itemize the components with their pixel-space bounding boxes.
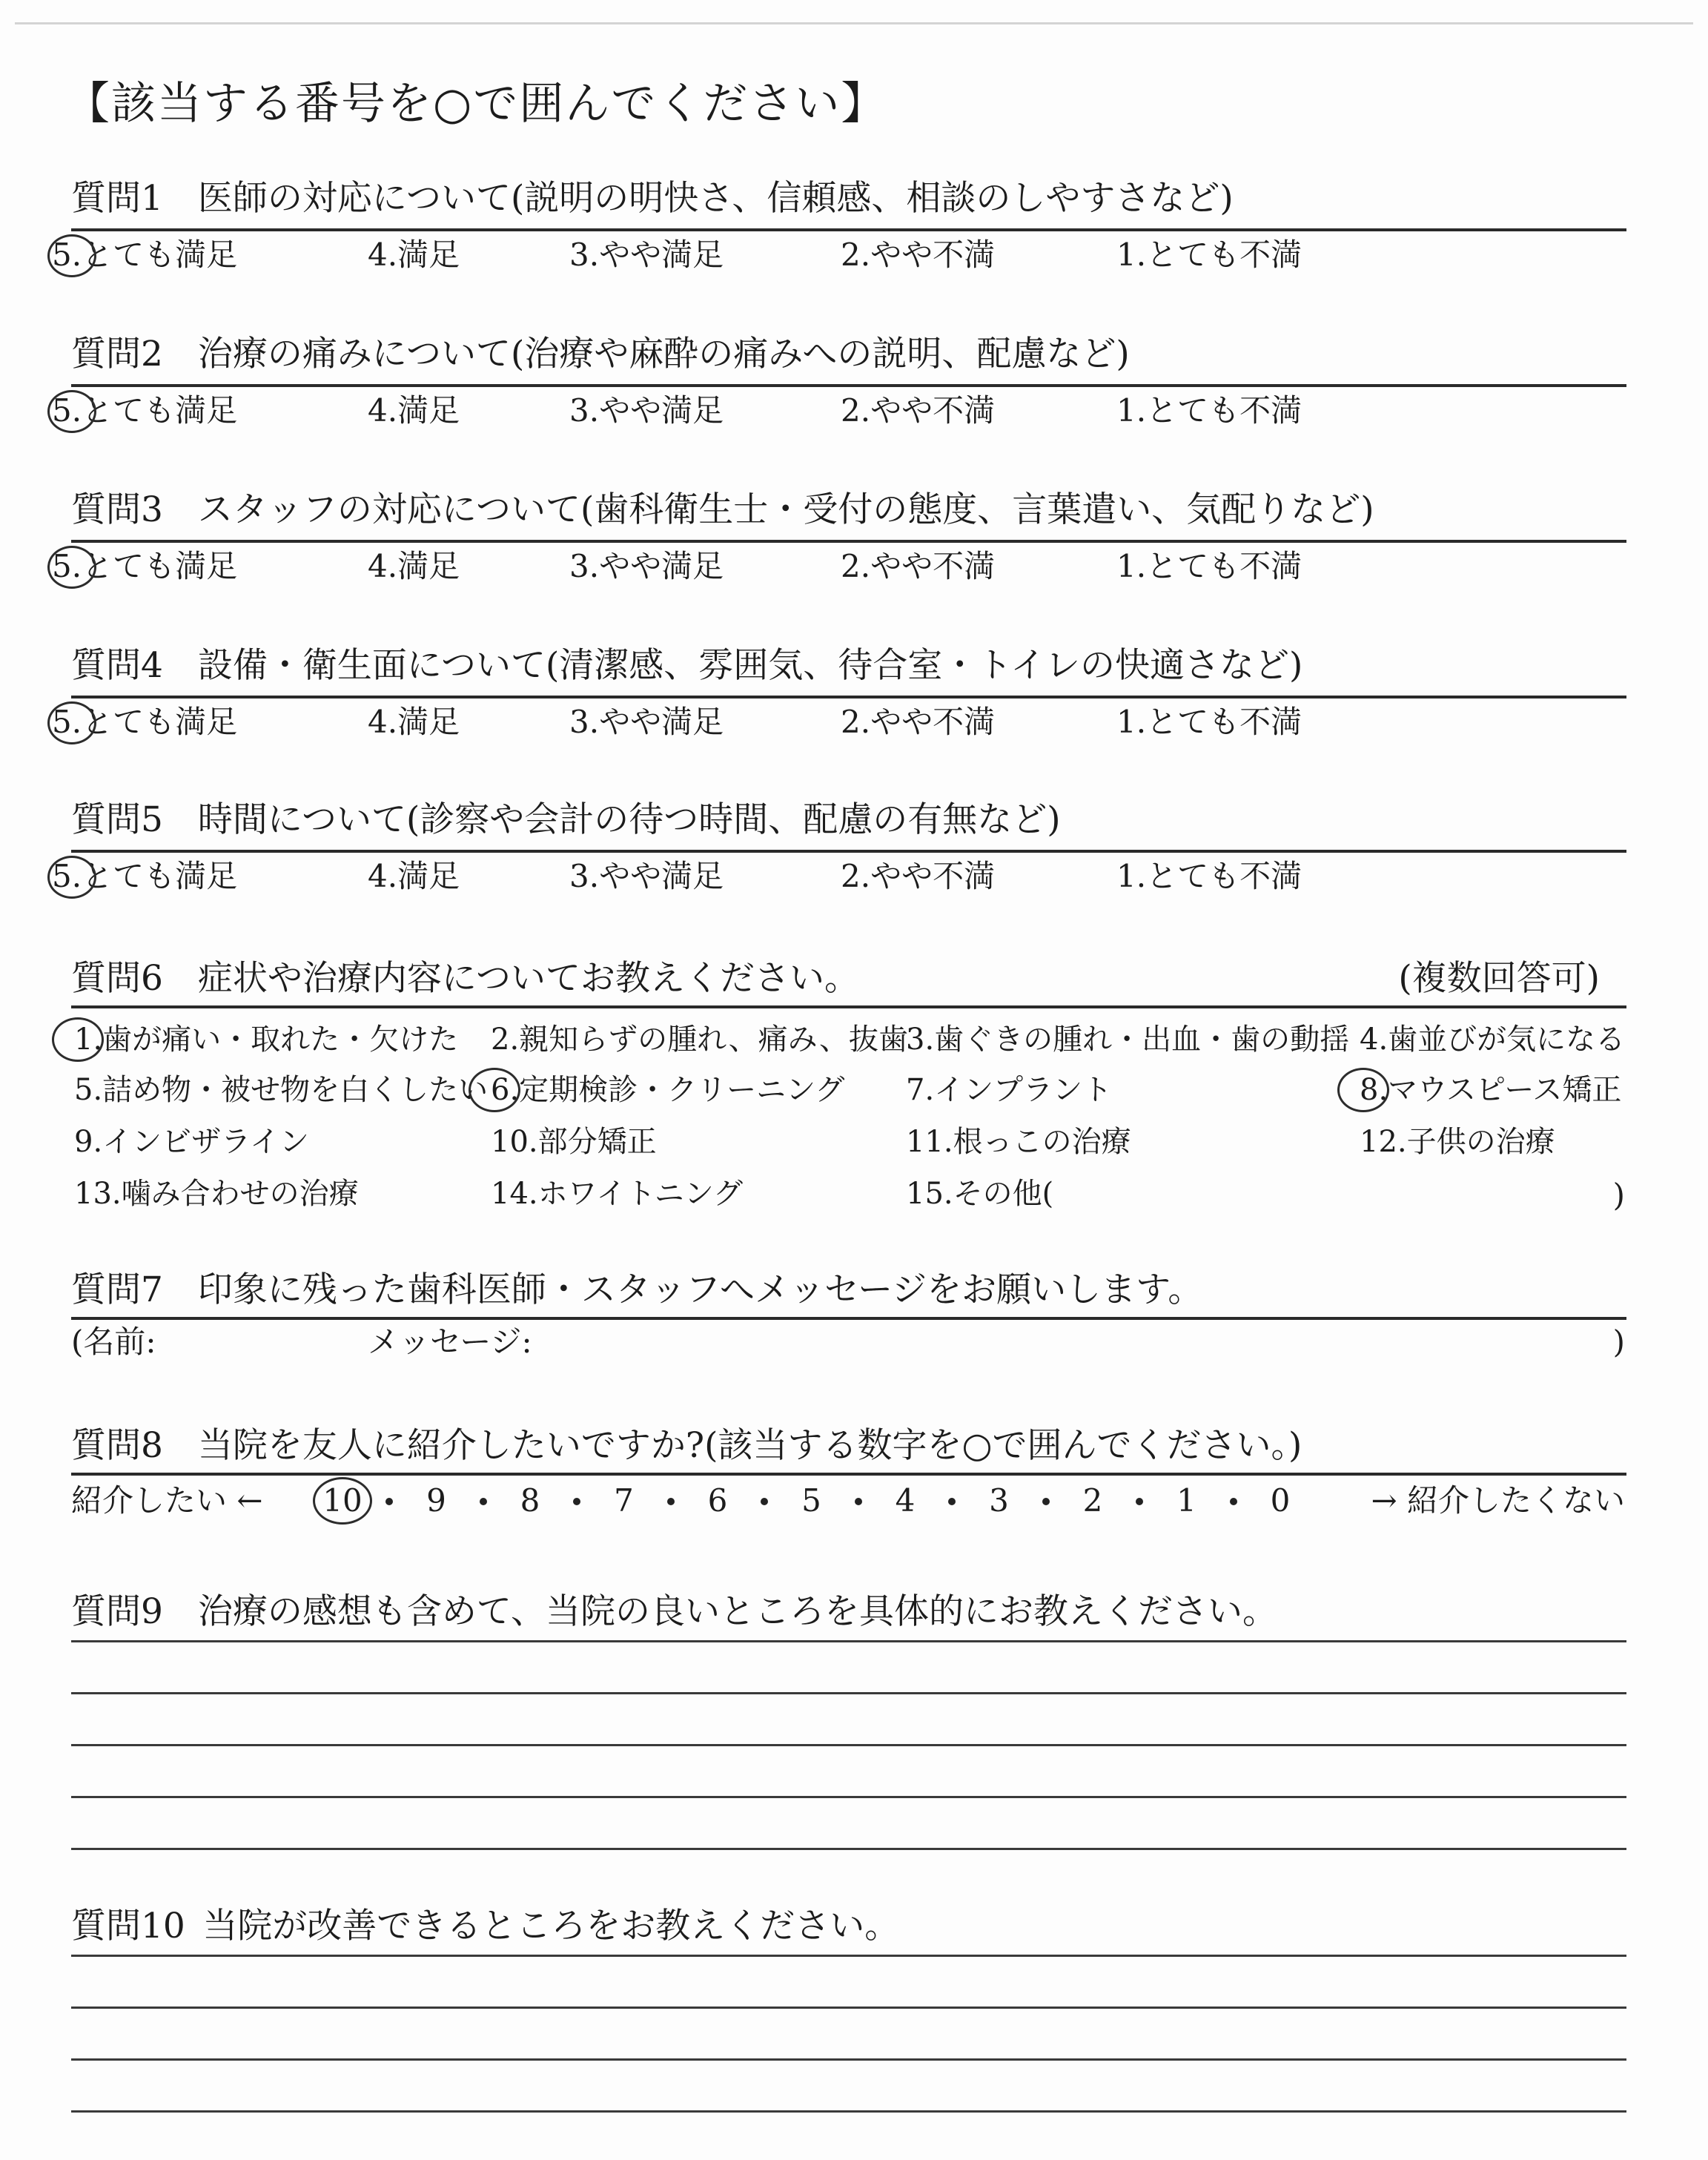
q6-other-close: )	[1612, 1177, 1625, 1213]
q7-rule	[71, 1317, 1626, 1320]
q9-line-3	[71, 1744, 1626, 1746]
q2-rule	[71, 384, 1626, 387]
q7-title	[71, 1266, 1202, 1314]
q8-scale-6[interactable]: 6	[707, 1482, 728, 1519]
q8-right-label: → 紹介したくない	[1371, 1482, 1625, 1519]
q6-option-14[interactable]: 14.ホワイトニング	[491, 1177, 744, 1211]
q6-label: 質問6	[71, 958, 163, 999]
q9-text: 治療の感想も含めて、当院の良いところを具体的にお教えください。	[197, 1591, 1277, 1632]
q8-scale-separator	[761, 1498, 768, 1505]
q2-selection-circle	[47, 390, 96, 433]
q5-option-5[interactable]: 5.とても満足	[52, 858, 238, 894]
q4-option-1[interactable]: 1.とても不満	[1116, 704, 1302, 740]
q8-scale-separator	[667, 1498, 675, 1505]
q8-scale-0[interactable]: 0	[1270, 1482, 1291, 1519]
q8-title	[71, 1422, 1302, 1470]
q3-option-3[interactable]: 3.やや満足	[569, 548, 724, 584]
q7-message-label: メッセージ:	[368, 1324, 532, 1360]
q6-rule	[71, 1005, 1626, 1008]
q1-option-1[interactable]: 1.とても不満	[1116, 237, 1302, 273]
q8-scale-10[interactable]: 10	[322, 1482, 363, 1519]
q8-text: 当院を友人に紹介したいですか?(該当する数字を○で囲んでください。)	[197, 1425, 1302, 1466]
q8-scale-separator	[573, 1498, 580, 1505]
q8-scale-8[interactable]: 8	[520, 1482, 540, 1519]
q6-option-3[interactable]: 3.歯ぐきの腫れ・出血・歯の動揺	[906, 1023, 1350, 1057]
q6-option-13[interactable]: 13.噛み合わせの治療	[74, 1177, 359, 1211]
q8-scale-9[interactable]: 9	[426, 1482, 446, 1519]
q2-option-5[interactable]: 5.とても満足	[52, 392, 238, 429]
q7-text: 印象に残った歯科医師・スタッフへメッセージをお願いします。	[197, 1269, 1203, 1310]
q3-option-4[interactable]: 4.満足	[368, 548, 460, 584]
q1-option-5[interactable]: 5.とても満足	[52, 237, 238, 273]
q8-scale-7[interactable]: 7	[614, 1482, 634, 1519]
q8-scale-separator	[855, 1498, 862, 1505]
q8-scale-separator	[1136, 1498, 1143, 1505]
q3-label: 質問3	[71, 489, 163, 530]
q5-title	[71, 796, 1061, 844]
q9-line-4	[71, 1796, 1626, 1798]
q9-label: 質問9	[71, 1591, 163, 1632]
q9-line-5	[71, 1848, 1626, 1850]
q3-option-1[interactable]: 1.とても不満	[1116, 548, 1302, 584]
q8-selection-circle	[313, 1477, 372, 1525]
q2-option-3[interactable]: 3.やや満足	[569, 392, 724, 429]
q10-line-2	[71, 2007, 1626, 2009]
q6-title	[71, 955, 859, 1003]
q3-rule	[71, 540, 1626, 543]
q5-option-3[interactable]: 3.やや満足	[569, 858, 724, 894]
q6-option-4[interactable]: 4.歯並びが気になる	[1360, 1023, 1626, 1057]
q2-option-1[interactable]: 1.とても不満	[1116, 392, 1302, 429]
q4-option-3[interactable]: 3.やや満足	[569, 704, 724, 740]
q2-option-2[interactable]: 2.やや不満	[841, 392, 996, 429]
q6-multi-note: (複数回答可)	[1398, 958, 1600, 999]
q1-title	[71, 175, 1234, 222]
q8-scale-separator	[480, 1498, 487, 1505]
q6-option-11[interactable]: 11.根っこの治療	[906, 1125, 1131, 1159]
q5-text: 時間について(診察や会計の待つ時間、配慮の有無など)	[197, 799, 1061, 840]
q1-label: 質問1	[71, 178, 163, 219]
q10-label: 質問10	[71, 1906, 185, 1946]
q5-label: 質問5	[71, 799, 163, 840]
q6-selection-circle-1	[52, 1017, 104, 1062]
q4-title	[71, 642, 1302, 690]
q1-option-2[interactable]: 2.やや不満	[841, 237, 996, 273]
q2-title	[71, 331, 1130, 378]
instruction-title: 【該当する番号を○で囲んでください】	[65, 78, 887, 130]
scan-top-edge	[15, 22, 1693, 24]
q8-scale-4[interactable]: 4	[895, 1482, 916, 1519]
q6-option-10[interactable]: 10.部分矯正	[491, 1125, 657, 1159]
q7-close: )	[1612, 1324, 1625, 1360]
q8-scale-separator	[1042, 1498, 1050, 1505]
q10-line-3	[71, 2058, 1626, 2061]
q5-option-2[interactable]: 2.やや不満	[841, 858, 996, 894]
q6-option-15[interactable]: 15.その他(	[906, 1177, 1054, 1211]
q8-rule	[71, 1473, 1626, 1476]
q9-title	[71, 1588, 1277, 1636]
q5-option-1[interactable]: 1.とても不満	[1116, 858, 1302, 894]
q4-selection-circle	[47, 701, 96, 744]
q5-rule	[71, 850, 1626, 853]
q3-option-2[interactable]: 2.やや不満	[841, 548, 996, 584]
q10-text: 当院が改善できるところをお教えください。	[202, 1906, 900, 1946]
q10-line-4	[71, 2110, 1626, 2113]
q2-label: 質問2	[71, 334, 163, 374]
q10-title	[71, 1903, 899, 1950]
q8-scale-2[interactable]: 2	[1082, 1482, 1103, 1519]
q4-rule	[71, 696, 1626, 698]
q8-scale-separator	[385, 1498, 393, 1505]
q9-line-2	[71, 1692, 1626, 1694]
q6-option-2[interactable]: 2.親知らずの腫れ、痛み、抜歯	[491, 1023, 908, 1057]
q1-option-3[interactable]: 3.やや満足	[569, 237, 724, 273]
q3-title	[71, 486, 1374, 534]
q4-label: 質問4	[71, 645, 163, 686]
q6-option-1[interactable]: 1.歯が痛い・取れた・欠けた	[74, 1023, 459, 1057]
q3-text: スタッフの対応について(歯科衛生士・受付の態度、言葉遣い、気配りなど)	[197, 489, 1374, 530]
q4-option-4[interactable]: 4.満足	[368, 704, 460, 740]
q6-option-6[interactable]: 6.定期検診・クリーニング	[491, 1073, 845, 1107]
q7-label: 質問7	[71, 1269, 163, 1310]
q8-scale-separator	[1230, 1498, 1237, 1505]
q2-text: 治療の痛みについて(治療や麻酔の痛みへの説明、配慮など)	[197, 334, 1130, 374]
q8-scale-3[interactable]: 3	[989, 1482, 1009, 1519]
q8-left-label: 紹介したい ←	[71, 1482, 263, 1519]
q8-scale-1[interactable]: 1	[1176, 1482, 1196, 1519]
q6-text: 症状や治療内容についてお教えください。	[197, 958, 859, 999]
q6-option-5[interactable]: 5.詰め物・被せ物を白くしたい	[74, 1073, 489, 1107]
q3-selection-circle	[47, 546, 96, 589]
q9-line-1	[71, 1640, 1626, 1642]
q4-option-5[interactable]: 5.とても満足	[52, 704, 238, 740]
q1-selection-circle	[47, 234, 96, 277]
q6-option-9[interactable]: 9.インビザライン	[74, 1125, 309, 1159]
q4-option-2[interactable]: 2.やや不満	[841, 704, 996, 740]
q5-option-4[interactable]: 4.満足	[368, 858, 460, 894]
q8-scale-separator	[948, 1498, 956, 1505]
q6-option-12[interactable]: 12.子供の治療	[1360, 1125, 1555, 1159]
q1-text: 医師の対応について(説明の明快さ、信頼感、相談のしやすさなど)	[197, 178, 1234, 219]
q8-scale-5[interactable]: 5	[801, 1482, 821, 1519]
q1-option-4[interactable]: 4.満足	[368, 237, 460, 273]
q10-line-1	[71, 1955, 1626, 1957]
q3-option-5[interactable]: 5.とても満足	[52, 548, 238, 584]
q2-option-4[interactable]: 4.満足	[368, 392, 460, 429]
q6-selection-circle-6	[469, 1068, 520, 1112]
q5-selection-circle	[47, 856, 96, 899]
q6-option-8[interactable]: 8.マウスピース矯正	[1360, 1073, 1622, 1107]
q7-name-label: (名前:	[71, 1324, 156, 1360]
q8-label: 質問8	[71, 1425, 163, 1466]
q1-rule	[71, 228, 1626, 231]
q6-option-7[interactable]: 7.インプラント	[906, 1073, 1113, 1107]
q6-selection-circle-8	[1337, 1068, 1389, 1112]
q4-text: 設備・衛生面について(清潔感、雰囲気、待合室・トイレの快適さなど)	[197, 645, 1303, 686]
